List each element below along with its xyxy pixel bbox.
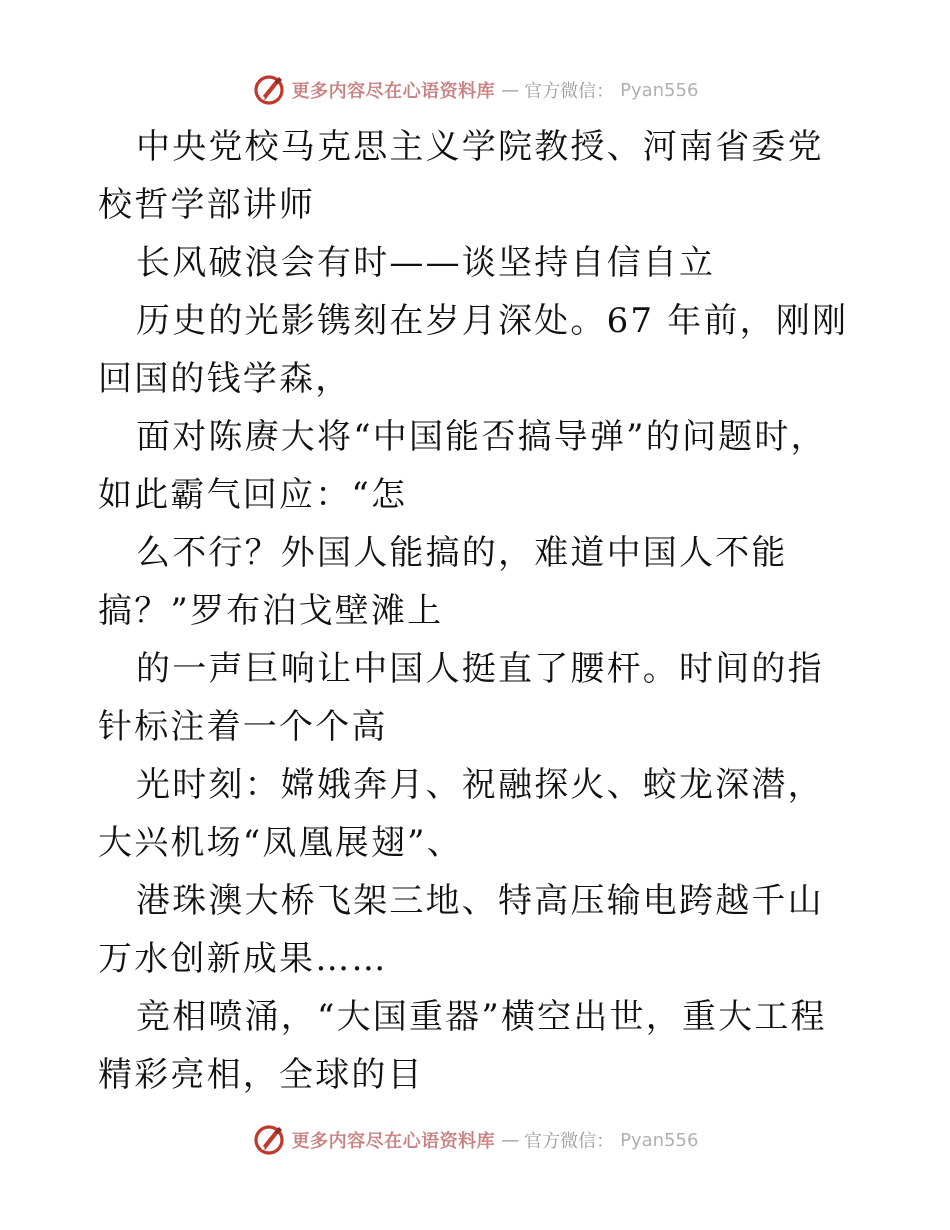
paragraph-text: 光时刻：嫦娥奔月、祝融探火、蛟龙深潜，大兴机场“凤凰展翅”、: [98, 765, 824, 863]
page-header: [0, 70, 950, 110]
footer-brand: [252, 1123, 699, 1157]
footer-separator: —: [501, 1129, 519, 1151]
paragraph-text: 面对陈赓大将“中国能否搞导弹”的问题时，如此霸气回应：“怎: [98, 417, 827, 515]
paragraph-text: 历史的光影镌刻在岁月深处。67 年前，刚刚回国的钱学森，: [98, 301, 849, 399]
brand-logo-icon: [252, 73, 286, 107]
paragraph-title: 长风破浪会有时——谈坚持自信自立: [136, 243, 716, 283]
header-official-label: 官方微信：: [524, 81, 615, 102]
header-separator: —: [501, 79, 519, 101]
paragraph-text: 竞相喷涌，“大国重器”横空出世，重大工程精彩亮相，全球的目: [98, 997, 827, 1095]
header-brand-text: 更多内容尽在心语资料库: [291, 81, 496, 102]
footer-wechat-id: Pyan556: [620, 1129, 699, 1151]
header-wechat-id: Pyan556: [620, 79, 699, 101]
document-body: [98, 118, 858, 1104]
header-brand: [252, 73, 699, 107]
footer-official-label: 官方微信：: [524, 1131, 615, 1152]
paragraph-author: 中央党校马克思主义学院教授、河南省委党校哲学部讲师: [98, 127, 824, 225]
paragraph-text: 么不行？外国人能搞的，难道中国人不能搞？”罗布泊戈壁滩上: [98, 533, 788, 631]
page-footer: [0, 1120, 950, 1160]
brand-logo-icon: [252, 1123, 286, 1157]
paragraph-text: 港珠澳大桥飞架三地、特高压输电跨越千山万水创新成果……: [98, 881, 824, 979]
footer-brand-text: 更多内容尽在心语资料库: [291, 1131, 496, 1152]
paragraph-text: 的一声巨响让中国人挺直了腰杆。时间的指针标注着一个个高: [98, 649, 824, 747]
